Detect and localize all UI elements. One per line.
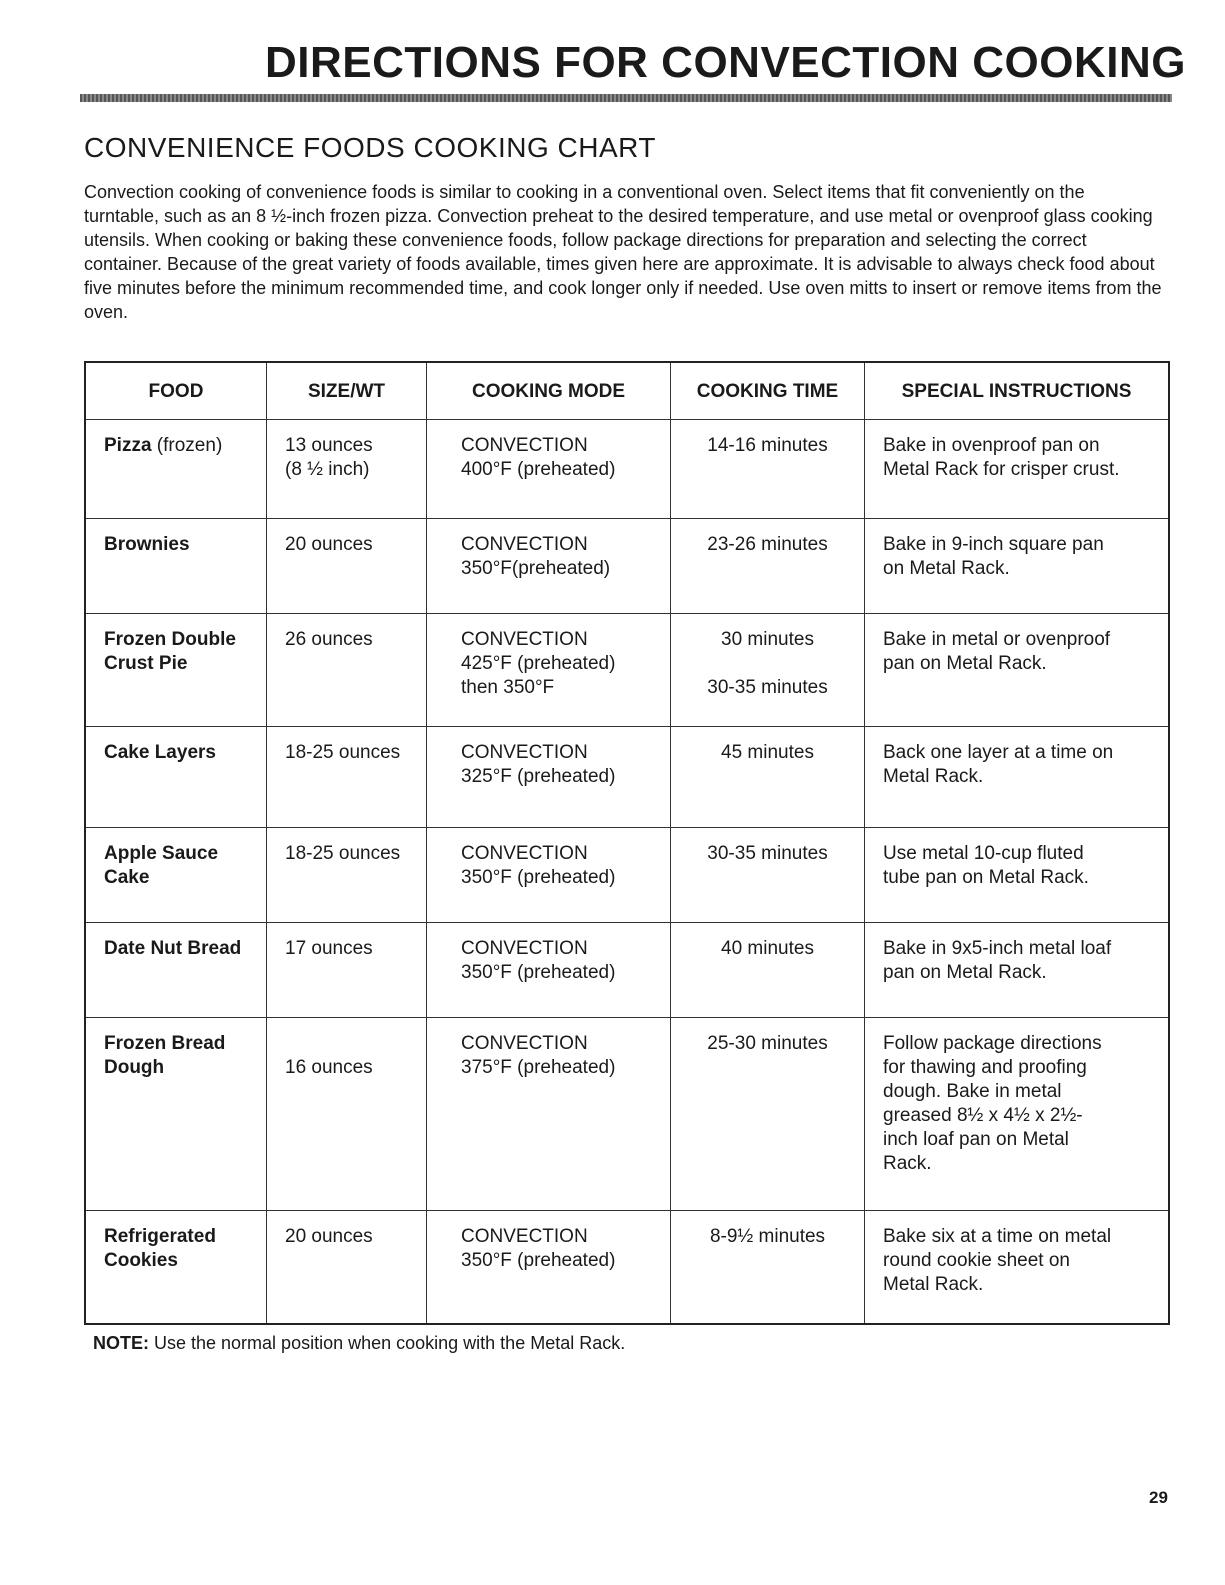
size-cell-line: [285, 1032, 412, 1056]
instructions-cell: [864, 828, 1168, 922]
instructions-cell: [864, 614, 1168, 726]
food-note: (frozen): [151, 435, 223, 456]
instructions-cell-line: Bake six at a time on metal: [883, 1226, 1112, 1247]
time-cell: [670, 828, 864, 922]
column-header-mode: COOKING MODE: [426, 363, 670, 419]
instructions-cell: [864, 727, 1168, 827]
mode-cell: [426, 1018, 670, 1210]
mode-cell-line: 350°F (preheated): [461, 962, 616, 983]
food-cell: [86, 614, 266, 726]
mode-cell-line: 350°F(preheated): [461, 558, 611, 579]
instructions-cell-line: dough. Bake in metal: [883, 1081, 1062, 1102]
mode-cell: [426, 1211, 670, 1323]
time-cell-line: 30-35 minutes: [707, 843, 828, 864]
instructions-cell: [864, 420, 1168, 518]
footnote: [93, 1333, 625, 1354]
section-title: CONVENIENCE FOODS COOKING CHART: [84, 132, 656, 163]
mode-cell-line: CONVECTION: [461, 629, 588, 650]
size-cell: [266, 1018, 426, 1210]
instructions-cell-line: Metal Rack.: [883, 1274, 984, 1295]
mode-cell-line: CONVECTION: [461, 1226, 588, 1247]
time-cell-line: 30-35 minutes: [707, 677, 828, 698]
cooking-chart-table: [84, 361, 1170, 1325]
column-header-size: SIZE/WT: [266, 363, 426, 419]
time-cell-line: [679, 652, 856, 676]
instructions-cell-line: Follow package directions: [883, 1033, 1102, 1054]
food-name: Cake Layers: [104, 742, 216, 763]
size-cell: [266, 519, 426, 613]
mode-cell: [426, 828, 670, 922]
mode-cell-line: CONVECTION: [461, 534, 588, 555]
time-cell: [670, 923, 864, 1017]
time-cell-line: 8-9½ minutes: [709, 1226, 826, 1247]
mode-cell: [426, 923, 670, 1017]
food-cell: [86, 727, 266, 827]
column-header-time: COOKING TIME: [670, 363, 864, 419]
instructions-cell-line: for thawing and proofing: [883, 1057, 1087, 1078]
size-cell-line: 16 ounces: [285, 1057, 373, 1078]
time-cell-line: 25-30 minutes: [707, 1033, 828, 1054]
table-row: [86, 922, 1168, 1017]
instructions-cell-line: Rack.: [883, 1153, 932, 1174]
size-cell-line: 18-25 ounces: [285, 843, 401, 864]
food-name: Pizza: [104, 435, 152, 456]
size-cell: [266, 828, 426, 922]
food-cell: [86, 1018, 266, 1210]
instructions-cell: [864, 1018, 1168, 1210]
instructions-cell-line: greased 8½ x 4½ x 2½-: [883, 1105, 1083, 1126]
mode-cell-line: CONVECTION: [461, 843, 588, 864]
food-name: Brownies: [104, 534, 190, 555]
mode-cell: [426, 727, 670, 827]
mode-cell: [426, 420, 670, 518]
time-cell: [670, 519, 864, 613]
food-cell: [86, 420, 266, 518]
time-cell: [670, 420, 864, 518]
instructions-cell-line: Metal Rack for crisper crust.: [883, 459, 1120, 480]
instructions-cell-line: on Metal Rack.: [883, 558, 1010, 579]
column-header-instructions: SPECIAL INSTRUCTIONS: [864, 363, 1168, 419]
food-cell: [86, 519, 266, 613]
table-row: [86, 726, 1168, 827]
size-cell-line: (8 ½ inch): [285, 459, 370, 480]
food-name: Refrigerated Cookies: [104, 1226, 216, 1271]
food-cell: [86, 828, 266, 922]
mode-cell-line: then 350°F: [461, 677, 555, 698]
instructions-cell-line: inch loaf pan on Metal: [883, 1129, 1069, 1150]
size-cell-line: 26 ounces: [285, 629, 373, 650]
time-cell: [670, 614, 864, 726]
table-row: [86, 827, 1168, 922]
size-cell: [266, 727, 426, 827]
size-cell-line: 13 ounces: [285, 435, 373, 456]
mode-cell-line: 325°F (preheated): [461, 766, 616, 787]
table-row: [86, 419, 1168, 518]
food-name: Apple Sauce Cake: [104, 843, 219, 888]
time-cell-line: 45 minutes: [721, 742, 814, 763]
size-cell-line: 17 ounces: [285, 938, 373, 959]
table-row: [86, 613, 1168, 726]
table-row: [86, 1210, 1168, 1323]
size-cell-line: 20 ounces: [285, 534, 373, 555]
instructions-cell-line: round cookie sheet on: [883, 1250, 1070, 1271]
instructions-cell-line: Bake in 9x5-inch metal loaf: [883, 938, 1112, 959]
food-name: Frozen Double Crust Pie: [104, 629, 236, 674]
intro-paragraph: Convection cooking of convenience foods is similar to cooking in a conventional oven. Select items that fit conveniently on the turntable, such as an 8 ½-inch frozen pizza. Convection preheat to the desired temperature, and use metal or ovenproof glass cooking utensils. When cooking or baking these convenience foods, follow package directions for preparation and selecting the correct container. Because of the great variety of foods available, times given here are approximate. It is advisable to always check food about five minutes before the minimum recommended time, and cook longer only if needed. Use oven mitts to insert or remove items from the oven.: [84, 182, 1162, 322]
title-rule: [80, 94, 1172, 102]
size-cell: [266, 614, 426, 726]
instructions-cell-line: Bake in ovenproof pan on: [883, 435, 1100, 456]
mode-cell-line: CONVECTION: [461, 938, 588, 959]
table-row: [86, 1017, 1168, 1210]
time-cell: [670, 1211, 864, 1323]
mode-cell-line: 350°F (preheated): [461, 1250, 616, 1271]
mode-cell-line: 425°F (preheated): [461, 653, 616, 674]
size-cell-line: 20 ounces: [285, 1226, 373, 1247]
instructions-cell-line: Use metal 10-cup fluted: [883, 843, 1084, 864]
food-cell: [86, 1211, 266, 1323]
page-number: 29: [1149, 1488, 1168, 1507]
food-name: Date Nut Bread: [104, 938, 242, 959]
instructions-cell: [864, 923, 1168, 1017]
instructions-cell: [864, 1211, 1168, 1323]
food-name: Frozen Bread Dough: [104, 1033, 226, 1078]
mode-cell-line: CONVECTION: [461, 1033, 588, 1054]
time-cell: [670, 727, 864, 827]
instructions-cell-line: Back one layer at a time on: [883, 742, 1114, 763]
time-cell-line: 30 minutes: [721, 629, 814, 650]
instructions-cell-line: Bake in metal or ovenproof: [883, 629, 1111, 650]
time-cell-line: 40 minutes: [721, 938, 814, 959]
size-cell: [266, 420, 426, 518]
instructions-cell-line: Metal Rack.: [883, 766, 984, 787]
mode-cell-line: CONVECTION: [461, 742, 588, 763]
table-row: [86, 518, 1168, 613]
mode-cell-line: CONVECTION: [461, 435, 588, 456]
instructions-cell-line: pan on Metal Rack.: [883, 962, 1047, 983]
page-title: DIRECTIONS FOR CONVECTION COOKING: [265, 38, 1186, 87]
mode-cell-line: 350°F (preheated): [461, 867, 616, 888]
table-header-row: [86, 363, 1168, 419]
size-cell: [266, 923, 426, 1017]
time-cell-line: 23-26 minutes: [707, 534, 828, 555]
note-text: Use the normal position when cooking with the Metal Rack.: [149, 1333, 626, 1353]
mode-cell-line: 375°F (preheated): [461, 1057, 616, 1078]
note-label: NOTE:: [93, 1333, 149, 1353]
mode-cell-line: 400°F (preheated): [461, 459, 616, 480]
time-cell-line: 14-16 minutes: [707, 435, 828, 456]
size-cell-line: 18-25 ounces: [285, 742, 401, 763]
instructions-cell: [864, 519, 1168, 613]
time-cell: [670, 1018, 864, 1210]
mode-cell: [426, 519, 670, 613]
table-body: [86, 419, 1168, 1323]
mode-cell: [426, 614, 670, 726]
column-header-food: FOOD: [148, 381, 204, 402]
instructions-cell-line: Bake in 9-inch square pan: [883, 534, 1104, 555]
size-cell: [266, 1211, 426, 1323]
food-cell: [86, 923, 266, 1017]
instructions-cell-line: tube pan on Metal Rack.: [883, 867, 1089, 888]
instructions-cell-line: pan on Metal Rack.: [883, 653, 1047, 674]
